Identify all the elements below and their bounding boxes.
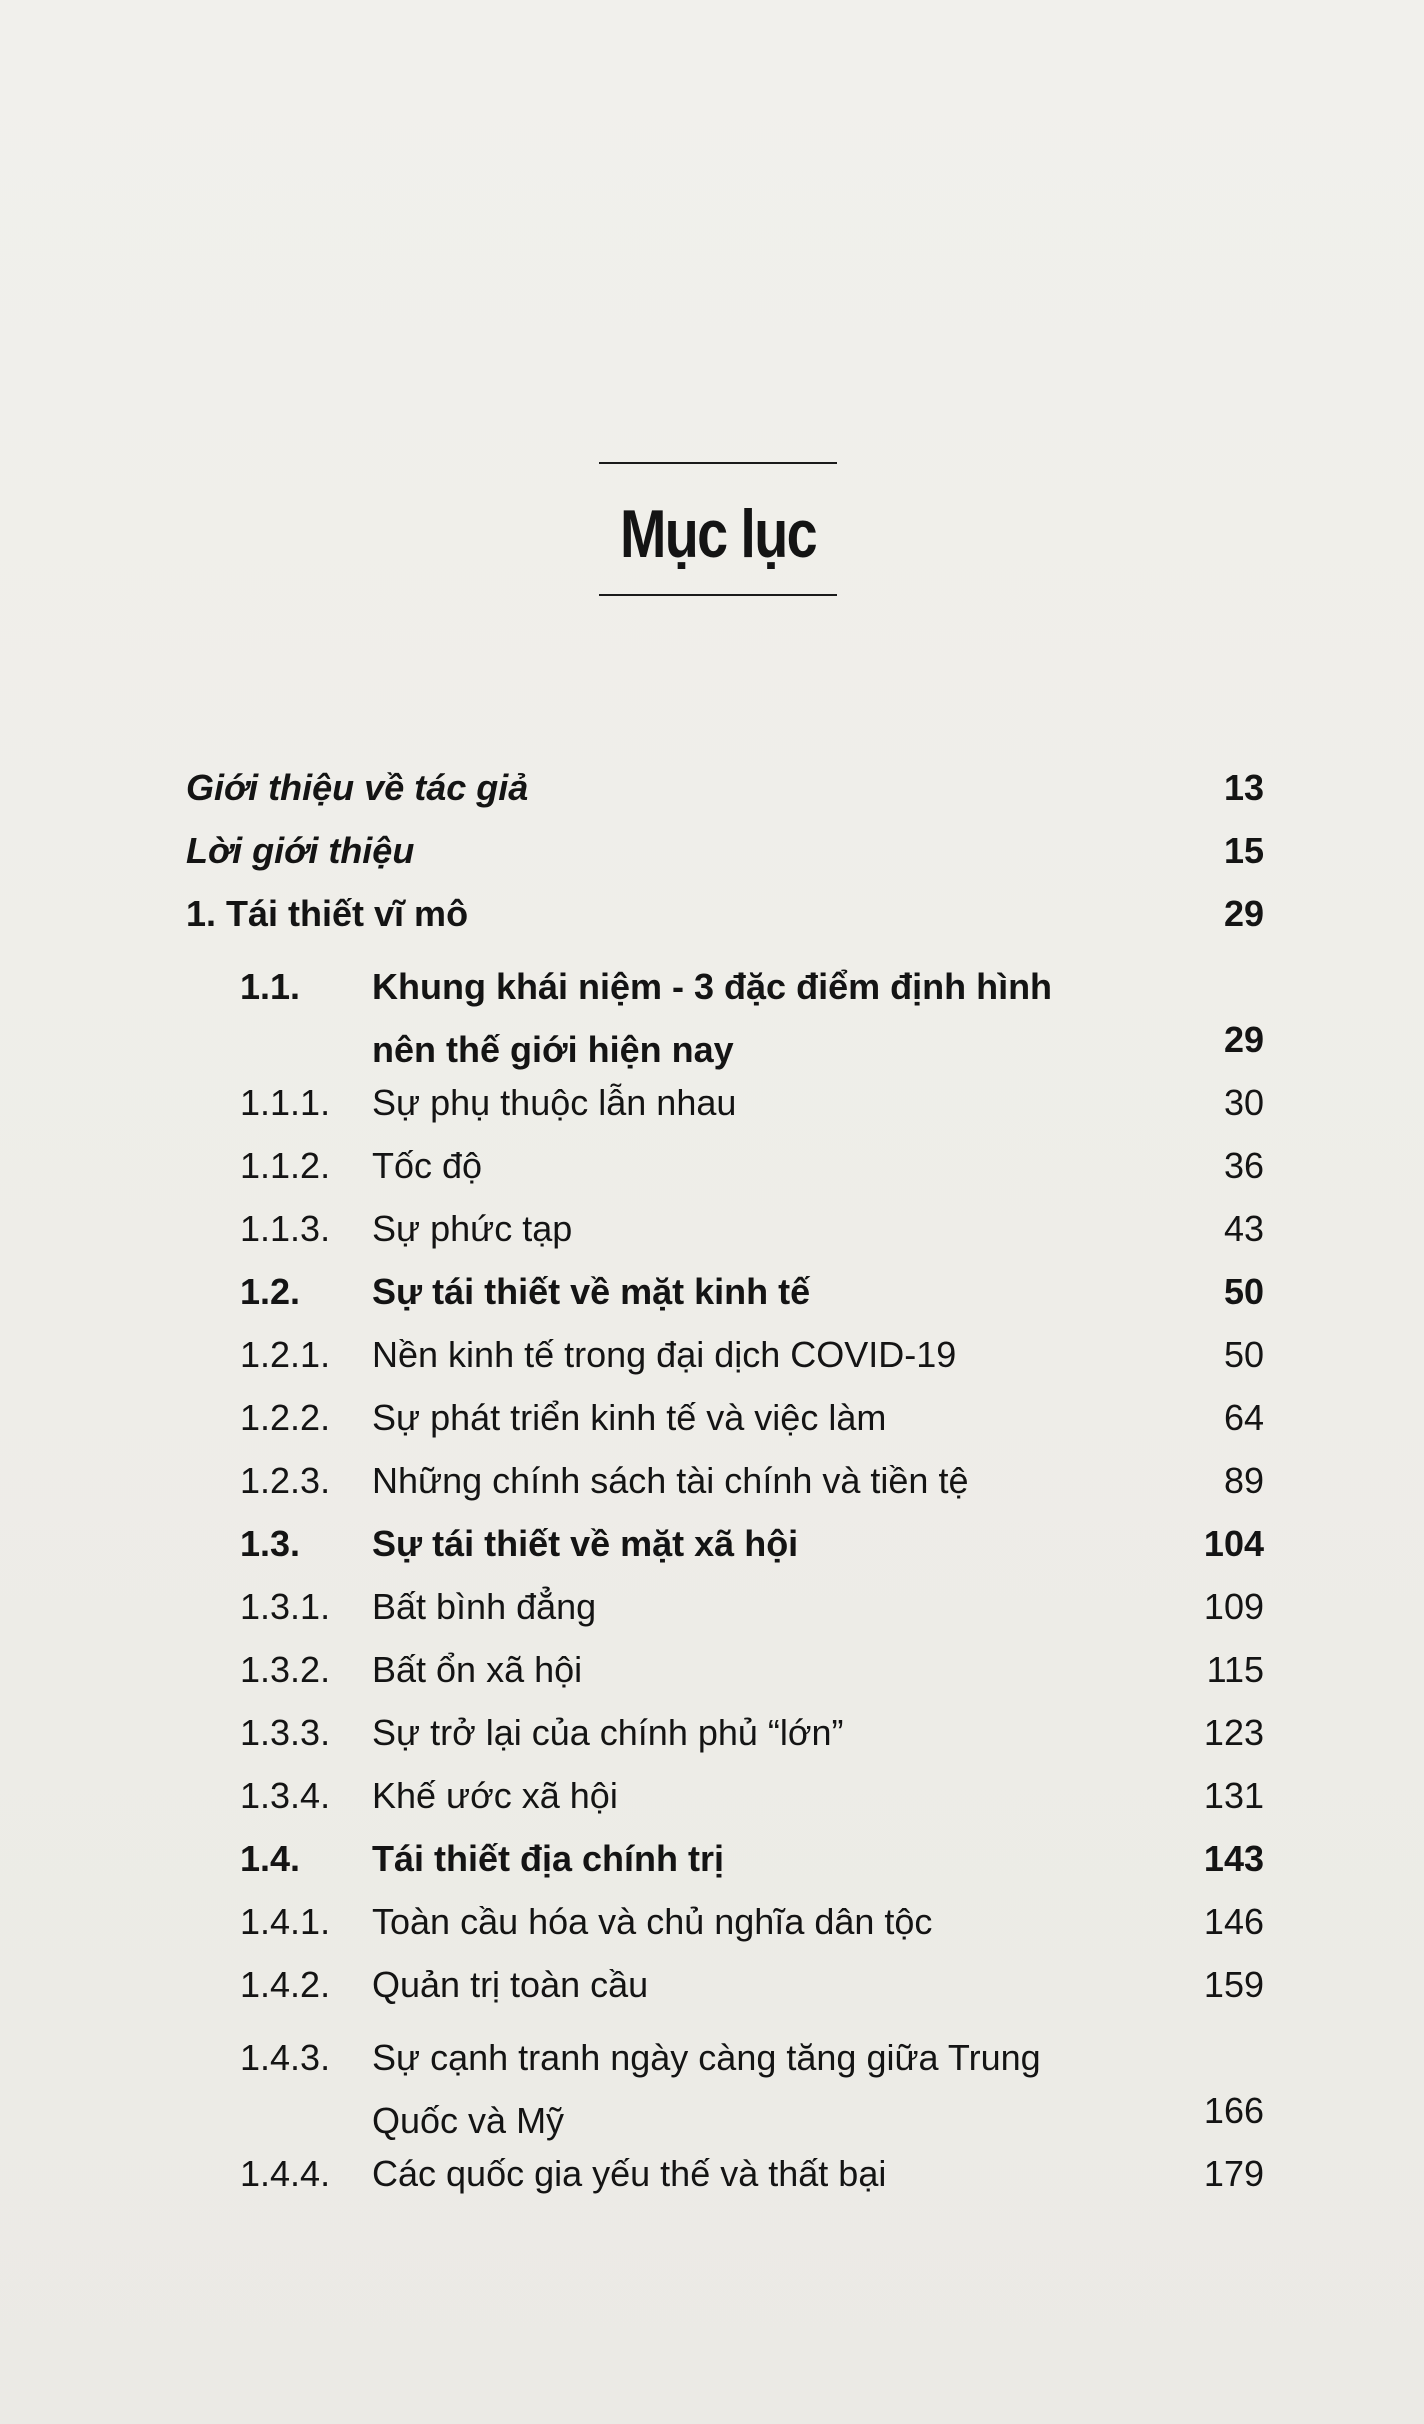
page-title: Mục lục <box>619 496 817 572</box>
toc-entry-number: 1.1.2. <box>240 1144 331 1186</box>
toc-entry-label: Các quốc gia yếu thế và thất bại <box>372 2152 887 2194</box>
toc-entry-page: 166 <box>1203 2090 1264 2131</box>
toc-entry-number: 1.4. <box>240 1837 301 1879</box>
toc-entry-page: 43 <box>1223 1207 1264 1249</box>
toc-entry-number: 1.2.3. <box>240 1459 331 1501</box>
toc-entry-label: Những chính sách tài chính và tiền tệ <box>372 1459 969 1501</box>
toc-entry-label: Bất bình đẳng <box>372 1585 597 1627</box>
toc-entry-page: 15 <box>1223 829 1264 871</box>
toc-entry <box>186 1386 1264 1449</box>
toc-entry-page: 131 <box>1203 1774 1264 1816</box>
toc-entry-label: Sự phức tạp <box>372 1207 573 1249</box>
toc-entry <box>186 1575 1264 1638</box>
toc-entry-label: Sự phụ thuộc lẫn nhau <box>372 1081 737 1123</box>
toc-entry-number: 1.1.1. <box>240 1081 331 1123</box>
toc-entry-label: Tốc độ <box>372 1144 483 1186</box>
toc-entry-number: 1.4.4. <box>240 2152 331 2194</box>
toc-entry-page: 29 <box>1223 1019 1264 1060</box>
toc-entry-label: Bất ổn xã hội <box>372 1648 583 1690</box>
toc-entry-number: 1.2. <box>240 1270 301 1312</box>
toc-entry-number: 1.2.1. <box>240 1333 331 1375</box>
toc-entry-number: 1.4.3. <box>240 2037 331 2078</box>
toc-entry <box>186 1260 1264 1323</box>
toc-entry <box>186 1890 1264 1953</box>
toc-entry-page: 123 <box>1203 1711 1264 1753</box>
toc-entry <box>186 1512 1264 1575</box>
toc-entry-page: 115 <box>1206 1648 1264 1690</box>
title-block <box>598 462 838 596</box>
toc-entry <box>186 1953 1264 2016</box>
toc-entry <box>186 1071 1264 1134</box>
toc-entry-label: Lời giới thiệu <box>186 829 415 871</box>
toc-entry-number: 1.4.2. <box>240 1963 331 2005</box>
toc-entry <box>186 2016 1264 2142</box>
toc-entry-number: 1.3.2. <box>240 1648 331 1690</box>
toc-entry-page: 64 <box>1223 1396 1264 1438</box>
toc-entry-page: 104 <box>1203 1522 1264 1564</box>
toc-entry <box>186 945 1264 1071</box>
toc-entry-label: Sự tái thiết về mặt xã hội <box>372 1522 799 1564</box>
toc-entry-page: 159 <box>1203 1963 1264 2005</box>
toc-entry-label: Nền kinh tế trong đại dịch COVID-19 <box>372 1333 957 1375</box>
toc-entry-number: 1.4.1. <box>240 1900 331 1942</box>
title-rule-top <box>599 462 837 464</box>
toc-entry-page: 36 <box>1223 1144 1264 1186</box>
toc-entry-number: 1.3.4. <box>240 1774 331 1816</box>
toc-entry-number: 1.3.1. <box>240 1585 331 1627</box>
toc-entry-number: 1.1.3. <box>240 1207 331 1249</box>
title-rule-bottom <box>599 594 837 596</box>
toc-entry-page: 30 <box>1223 1081 1264 1123</box>
toc-entry <box>186 1764 1264 1827</box>
toc-entry-label: Toàn cầu hóa và chủ nghĩa dân tộc <box>372 1900 933 1942</box>
toc-entry <box>186 1701 1264 1764</box>
toc-entry <box>186 1449 1264 1512</box>
toc-entry-label: Giới thiệu về tác giả <box>186 766 529 808</box>
toc-entry-label: Khung khái niệm - 3 đặc điểm định hình nên thế giới hiện nay <box>372 966 1053 1070</box>
toc-entry-page: 50 <box>1223 1270 1264 1312</box>
toc-entry <box>186 1197 1264 1260</box>
toc-entry <box>186 1827 1264 1890</box>
toc-entry <box>186 2142 1264 2205</box>
toc-entry-label: Khế ước xã hội <box>372 1774 618 1816</box>
toc-entry <box>186 882 1264 945</box>
toc-entry-page: 179 <box>1203 2152 1264 2194</box>
toc-entry-page: 29 <box>1223 892 1264 934</box>
toc-entry <box>186 1638 1264 1701</box>
toc-entry-page: 13 <box>1223 766 1264 808</box>
toc-entry-label: Sự cạnh tranh ngày càng tăng giữa Trung Quốc và Mỹ <box>372 2037 1041 2141</box>
toc-entry-label: 1. Tái thiết vĩ mô <box>186 892 469 934</box>
toc-entry-number: 1.3.3. <box>240 1711 331 1753</box>
toc-entry-page: 89 <box>1223 1459 1264 1501</box>
toc-entry-page: 109 <box>1203 1585 1264 1627</box>
toc-entry-page: 50 <box>1223 1333 1264 1375</box>
toc-entry-label: Quản trị toàn cầu <box>372 1963 649 2005</box>
toc-entry-number: 1.2.2. <box>240 1396 331 1438</box>
toc-entry-page: 143 <box>1203 1837 1264 1879</box>
table-of-contents <box>186 756 1264 2205</box>
toc-entry-label: Tái thiết địa chính trị <box>372 1837 725 1879</box>
toc-entry-page: 146 <box>1203 1900 1264 1942</box>
toc-entry-label: Sự trở lại của chính phủ “lớn” <box>372 1711 844 1753</box>
toc-entry-label: Sự tái thiết về mặt kinh tế <box>372 1270 811 1312</box>
toc-entry-label: Sự phát triển kinh tế và việc làm <box>372 1396 887 1438</box>
toc-entry <box>186 819 1264 882</box>
toc-entry-number: 1.3. <box>240 1522 301 1564</box>
toc-entry <box>186 756 1264 819</box>
toc-entry-number: 1.1. <box>240 966 301 1007</box>
toc-entry <box>186 1134 1264 1197</box>
toc-entry <box>186 1323 1264 1386</box>
